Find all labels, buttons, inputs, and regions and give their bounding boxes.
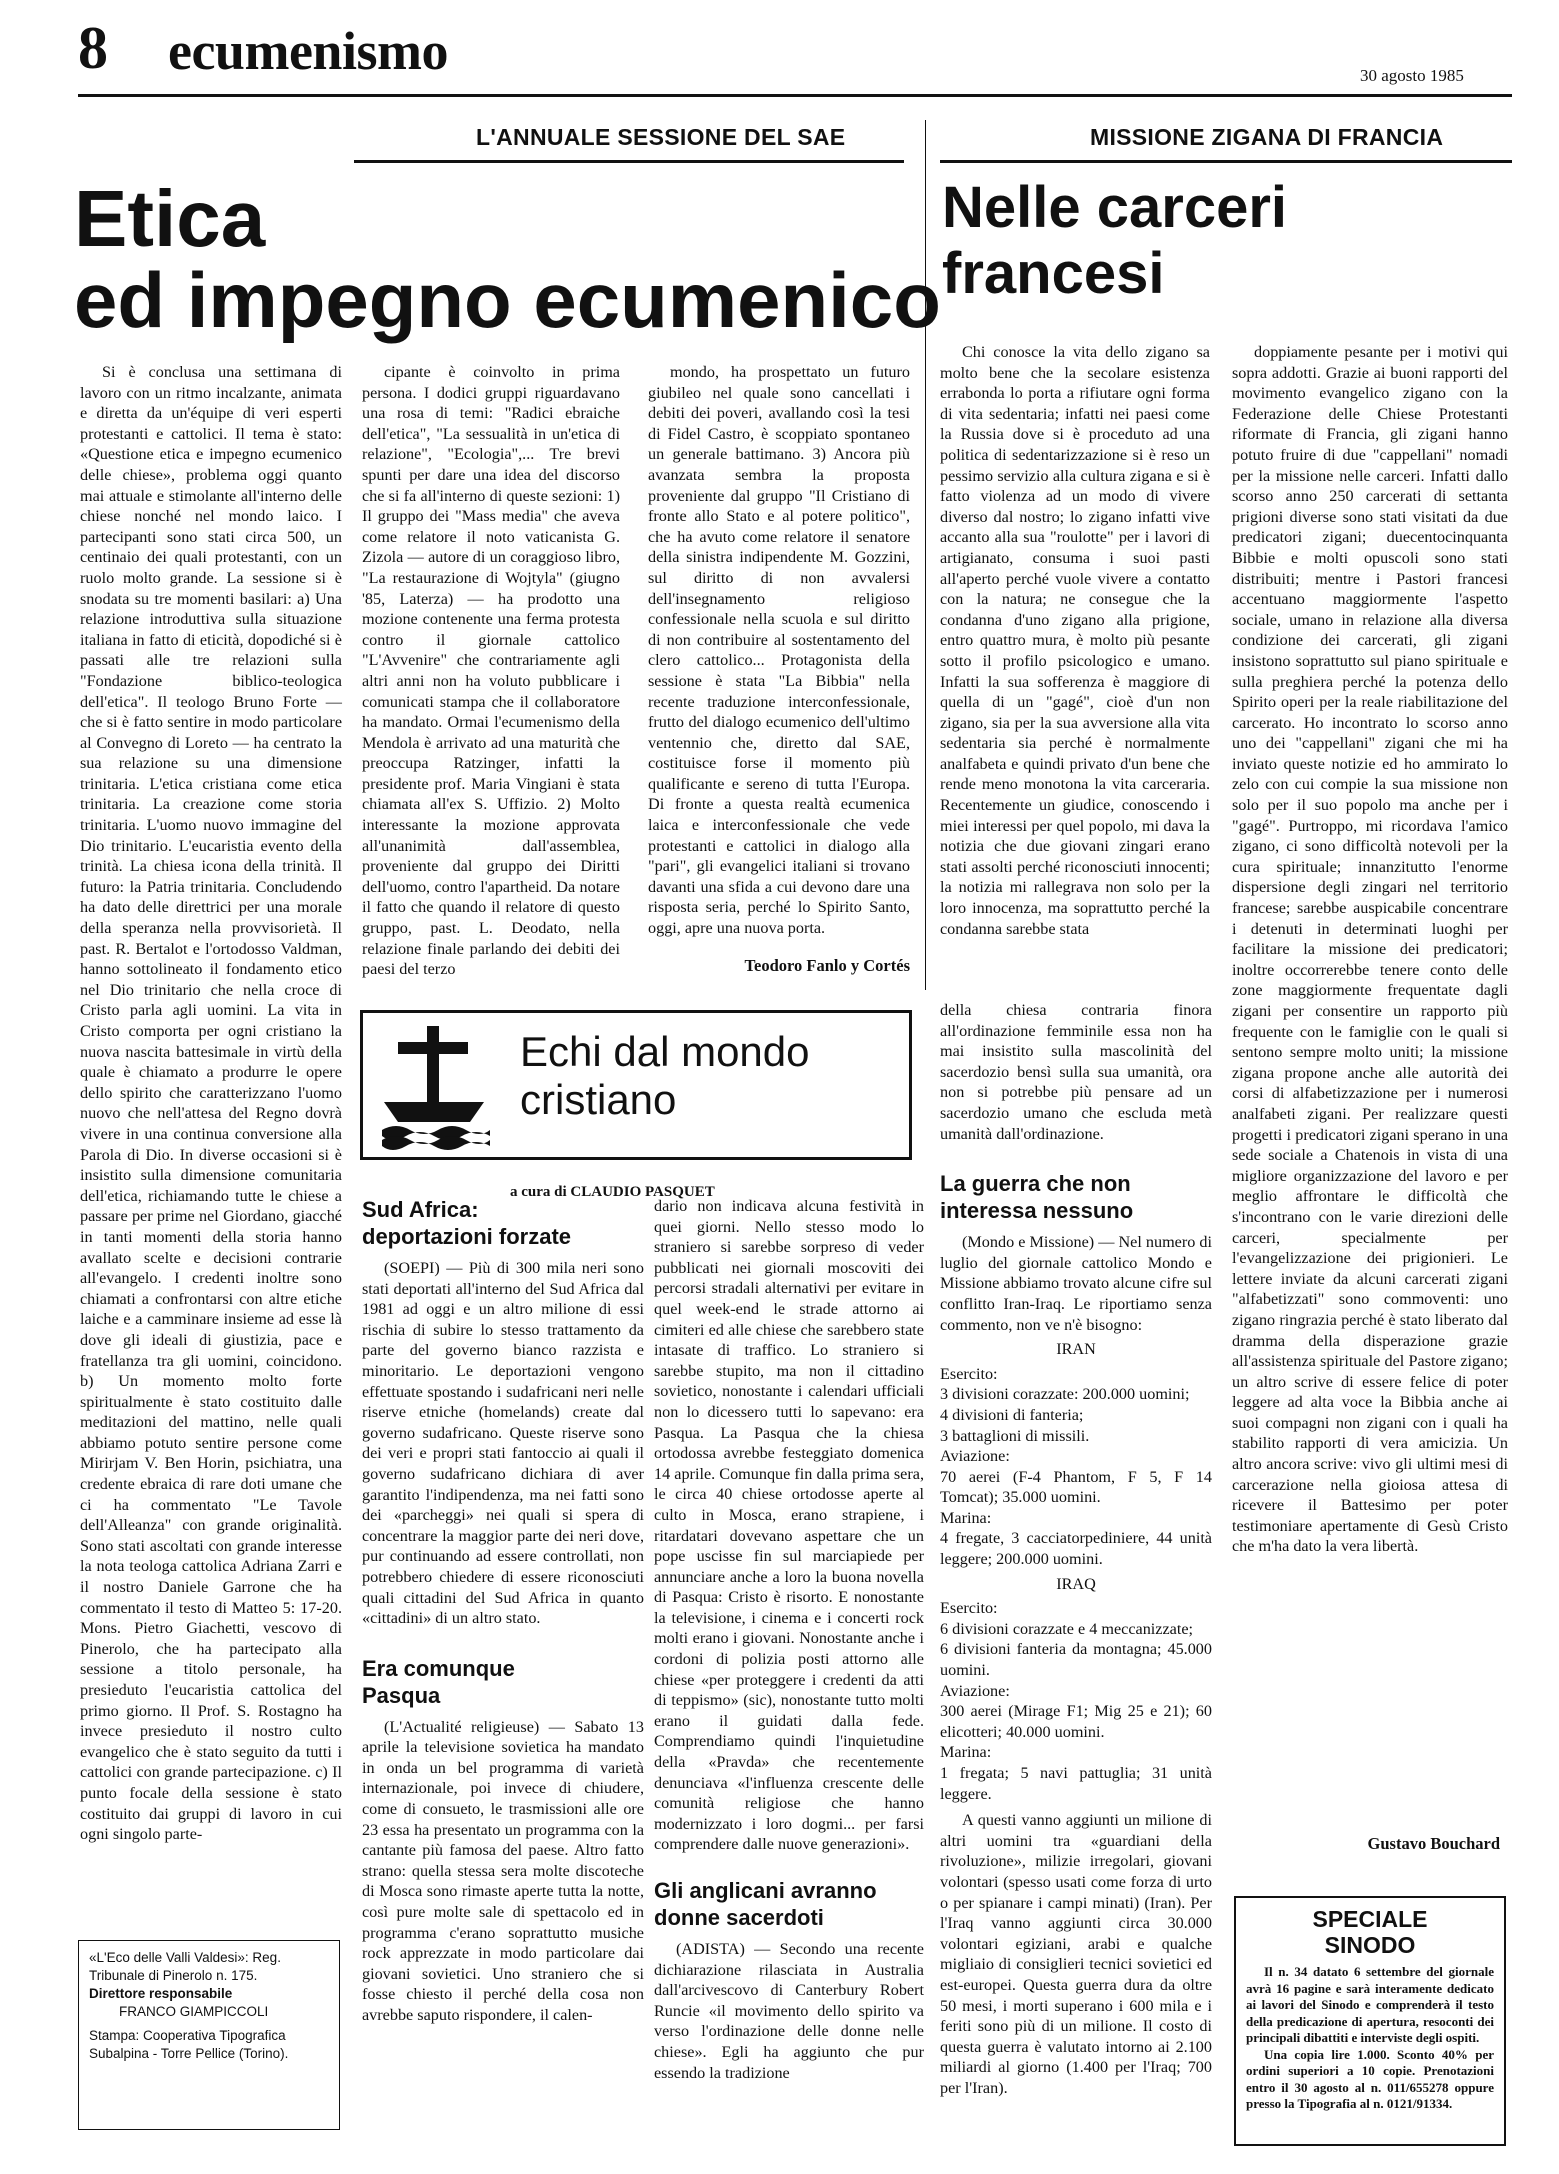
speciale-text-2: Una copia lire 1.000. Sconto 40% per ordini superiori a 10 copie. Prenotazioni entro il 30 agosto al n. 011/655278 oppure presso la Tipografia al n. 0121/91334. (1246, 2046, 1494, 2111)
stat-line: 3 battaglioni di missili. (940, 1426, 1090, 1445)
right-kicker: MISSIONE ZIGANA DI FRANCIA (1090, 124, 1444, 150)
echi-title-line1: Echi dal mondo (520, 1028, 810, 1075)
issue-date: 30 agosto 1985 (1360, 66, 1464, 85)
left-article-column-2 (362, 362, 620, 979)
echi-curator: a cura di CLAUDIO PASQUET (510, 1184, 715, 1200)
colophon-registration: «L'Eco delle Valli Valdesi»: Reg. Tribunale di Pinerolo n. 175. (89, 1950, 281, 1983)
echi-column-3 (940, 1000, 1212, 2146)
stat-line: Aviazione: (940, 1681, 1010, 1700)
sud-africa-title (362, 1196, 644, 1250)
echi-column-1 (362, 1196, 644, 2146)
stat-line: 4 divisioni di fanteria; (940, 1405, 1084, 1424)
colophon-director-name: FRANCO GIAMPICCOLI (119, 2004, 269, 2019)
stat-line: 6 divisioni fanteria da montagna; 45.000 uomini. (940, 1640, 1212, 1680)
sud-africa-title-line1: Sud Africa: (362, 1197, 479, 1222)
colophon-director-label: Direttore responsabile (89, 1986, 233, 2001)
kicker-rule-left (354, 160, 904, 163)
pasqua-title-line2: Pasqua (362, 1682, 441, 1708)
anglicani-text: (ADISTA) — Secondo una recente dichiarazione rilasciata in Australia dall'arcivescovo di Canterbury Robert Runcie «il movimento dello spirito va verso l'ordinazione delle donne nelle chiese». Egli ha aggiunto che pur essendo la tradizione (654, 1940, 924, 2082)
stat-line: 70 aerei (F-4 Phantom, F 5, F 14 Tomcat); 35.000 uomini. (940, 1467, 1212, 1507)
left-kicker: L'ANNUALE SESSIONE DEL SAE (476, 124, 846, 150)
article-text: doppiamente pesante per i motivi qui sopra addotti. Grazie ai buoni rapporti del movimento evangelico zigano con la Federazione delle Chiese Protestanti riformate di Francia, gli zigani hanno potuto fruire di due "cappellani" nomadi per la missione nelle carceri. Infatti dallo scorso anno 250 carcerati di settanta prigioni diverse sono stati visitati da due predicatori zigani; duecentocinquanta Bibbie e molti opuscoli sono stati distribuiti; mentre i Pastori francesi accentuano maggiormente l'aspetto sociale, umano in relazione alla diversa condizione dei carcerati, gli zigani insistono soprattutto sul piano spirituale e sulla preghiera perché la potenza dello Spirito operi per la reale riabilitazione del carcerato. Ho incontrato lo scorso anno uno dei "cappellani" zigani che mi ha inviato queste notizie ed ho ammirato lo zelo con cui compie la sua missione non solo per il suo popolo ma anche per i "gagé". Purtroppo, mi ricordava l'amico zigano, ci sono difficoltà notevoli per la cura spirituale; innanzitutto l'enorme dispersione degli zingari nel territorio francese; sarebbe auspicabile concentrare i detenuti in determinati luoghi per facilitare la missione dei predicatori; inoltre occorrerebbe tenere conto delle zone maggiormente frequentate dagli zigani per consentire un rapporto più frequente con le famiglie con le quali si sentono sempre molto uniti; la missione zigana propone anche alle autorità dei corsi di alfabetizzazione per i numerosi analfabeti zigani. Per realizzare questi progetti i predicatori zigani sperano in una sede sociale a Chatenois in vista di una migliore organizzazione del lavoro e per meglio affrontare le difficoltà che s'incontrano con le varie direzioni delle carceri, specialmente per l'evangelizzazione dei prigionieri. Le lettere inviate da alcuni carcerati zigani "alfabetizzati" sono commoventi: uno zigano ringrazia perché è stato liberato dal dramma della disperazione grazie all'assistenza spirituale del Pastore zigano; un altro scrive di essere felice di poter leggere ad alta voce la Bibbia anche ai suoi compagni non zigani con i quali ha stabilito rapporti di vera amicizia. Un altro ancora scrive: vivo gli ultimi mesi di carcerazione nella gioiosa attesa di ricevere il Battesimo per poter testimoniare apertamente di Gesù Cristo che m'ha dato la vera libertà. (1232, 343, 1508, 1556)
right-headline-line2: francesi (942, 241, 1165, 306)
pasqua-text: (L'Actualité religieuse) — Sabato 13 aprile la televisione sovietica ha mandato in onda un bel programma di varietà internazionale, poi invece di chiudere, come di consueto, le trasmissioni alle ore 23 essa ha presentato un programma con la cantante più famosa del paese. Altro fatto strano: quella stessa sera molte discoteche di Mosca sono rimaste aperte tutta la notte, così pure molte sale di spettacolo ed in programma c'erano soprattutto musiche rock apprezzate in modo particolare dai giovani sovietici. Uno straniero che si fosse chiesto il perché della cosa non avrebbe saputo rispondere, il calen- (362, 1717, 644, 2024)
article-text: Chi conosce la vita dello zigano sa molto bene che la secolare esistenza errabonda lo porta a rifiutare ogni forma di vita sedentaria; infatti nei paesi come la Russia dove si è proceduto ad una politica di sedentarizzazione si è reso un pessimo servizio alla cultura zigana e si è fatto violenza ad un modo di vivere diverso dal nostro; lo zigano infatti vive accanto alla sua "roulotte" per i lavori di artigianato, consuma i suoi pasti all'aperto perché vuole vivere a contatto con la natura; ne consegue che la condanna d'uno zigano alla prigione, entro quattro mura, è molto più pesante sotto il profilo psicologico e umano. Infatti la sua sofferenza è maggiore di quella di un "gagé", cioè d'un non zigano, sia per la sua avversione alla vita sedentaria sia perché è normalmente analfabeta e quindi privato d'un bene che rende meno monotona la vita carceraria. Recentemente un giudice, conoscendo i miei interessi per quel popolo, mi dava la notizia che due giovani zingari erano stati assolti perché riconosciuti innocenti; la notizia mi rallegrava non solo per la loro innocenza, ma soprattutto perché la condanna sarebbe stata (940, 343, 1210, 938)
page-number: 8 (78, 15, 108, 81)
sud-africa-title-line2: deportazioni forzate (362, 1224, 572, 1249)
guerra-text: A questi vanno aggiunti un milione di altri uomini tra «guardiani della rivoluzione», milizie irregolari, giovani volontari (spesso usati come forza di urto o per spianare i campi minati) (Iran). Per l'Iraq vanno aggiunti circa 30.000 volontari egiziani, arabi e qualche migliaio di consiglieri tecnici sovietici ed est-europei. Questa guerra dura da oltre 50 mesi, i morti superano i 600 mila e i feriti sono più di un milione. Il costo di questa guerra è valutato intorno ai 2.100 miliardi al giorno (1.400 per l'Iraq; 700 per l'Iran). (940, 1811, 1212, 2097)
guerra-title (940, 1170, 1212, 1224)
stat-line: 1 fregata; 5 navi pattuglia; 31 unità leggere. (940, 1764, 1212, 1803)
stat-line: 3 divisioni corazzate: 200.000 uomini; (940, 1385, 1190, 1404)
left-headline-line2: ed impegno ecumenico (74, 256, 941, 344)
kicker-rule-right (940, 160, 1512, 163)
guerra-title-line2: interessa nessuno (940, 1198, 1134, 1224)
anglicani-title-line1: Gli anglicani avranno (654, 1878, 877, 1903)
pasqua-title (362, 1655, 644, 1709)
article-text: mondo, ha prospettato un futuro giubileo nel quale sono cancellati i debiti dei poveri, avallando così la tesi di Fidel Castro, è scoppiato spontaneo un generale battimano. 3) Ancora più avanzata sembra la proposta proveniente dal gruppo "Il Cristiano di fronte allo Stato e al potere politico", che ha avuto come relatore il senatore della sinistra indipendente M. Gozzini, sul diritto di non avvalersi dell'insegnamento religioso confessionale nella scuola e sul diritto di non contribuire al sostentamento del clero cattolico... Protagonista della sessione è stata "La Bibbia" nella recente traduzione interconfessionale, frutto del dialogo ecumenico dell'ultimo ventennio che, diretto dal SAE, costituisce forse il momento più qualificante e sereno di tutta l'Europa. Di fronte a questa realtà ecumenica laica e interconfessionale che vede protestanti e cattolici in dialogo alla "pari", gli evangelici italiani si trovano davanti una sfida a cui devono dare una risposta seria, perché lo Spirito Santo, oggi, apre una nuova porta. (648, 363, 910, 938)
left-article-column-1 (80, 362, 342, 1927)
stat-line: 300 aerei (Mirage F1; Mig 25 e 21); 60 elicotteri; 40.000 uomini. (940, 1702, 1212, 1741)
speciale-title-line2: SINODO (1324, 1932, 1416, 1958)
guerra-title-line1: La guerra che non (940, 1171, 1131, 1197)
speciale-title-line1: SPECIALE (1312, 1906, 1428, 1932)
iran-label: IRAN (1056, 1340, 1096, 1359)
right-headline-line1: Nelle carceri (942, 175, 1288, 240)
left-article-author: Teodoro Fanlo y Cortés (744, 956, 910, 975)
pasqua-text-continued: dario non indicava alcuna festività in quei giorni. Nello stesso modo lo straniero si sarebbe sorpreso di veder pubblicati nei giornali moscoviti dei percorsi stradali alternativi per evitare in quel week-end le strade attorno ai cimiteri ed alle chiese che sarebbero state intasate di traffico. Lo straniero si sarebbe stupito, ma non il cittadino sovietico, nonostante i calendari ufficiali non lo dicessero tutti lo sapevano: era Pasqua. La Pasqua che la chiesa ortodossa avrebbe festeggiato domenica 14 aprile. Comunque fin dalla prima sera, le circa 40 chiese ortodosse aperte al culto in Mosca, erano strapiene, i ritardatari dovevano aspettare che un pope uscisse fin sul marciapiede per annunciare anche a loro la buona novella di Pasqua: Cristo è risorto. E nonostante la televisione, i cinema e i concerti rock molti erano i giovani. Nonostante anche i cordoni di polizia posti attorno alle chiese «per proteggere i credenti da atti di teppismo» (sic), nonostante tutto molti erano il guidati dalla fede. Comprendiamo quindi l'inquietudine della «Pravda» che recentemente denunciava «l'influenza crescente delle comunità religiose che hanno modernizzato i loro dogmi... per farsi comprendere dalle nuove generazioni». (654, 1197, 924, 1854)
right-article-column-2 (1232, 342, 1508, 1830)
stat-line: Marina: (940, 1743, 992, 1762)
sud-africa-text: (SOEPI) — Più di 300 mila neri sono stati deportati all'interno del Sud Africa dal 1981 ad oggi e un altro milione di essi rischia di subire lo stesso trattamento da parte del governo bianco razzista e minoritario. Le deportazioni vengono effettuate spostando i sudafricani neri nelle riserve etniche (homelands) create dal governo sudafricano. Queste riserve sono dei veri e propri stati fantoccio ai quali il governo sudafricano dichiara di aver garantito l'indipendenza, ma nei fatti sono dei «parcheggi» nei quali si spera di concentrare la maggior parte dei neri dove, pur continuando ad essere controllati, non potrebbero chiedere di essere riconosciuti quali cittadini del Sud Africa in quanto «cittadini» di un altro stato. (362, 1259, 644, 1628)
anglicani-title-line2: donne sacerdoti (654, 1905, 824, 1930)
iraq-stats (940, 1598, 1212, 1804)
anglicani-title (654, 1877, 924, 1931)
stat-line: Esercito: (940, 1599, 998, 1618)
echi-column-2 (654, 1196, 924, 2146)
cross-boat-icon (378, 1022, 490, 1148)
column-divider-top (925, 120, 926, 990)
stat-line: Esercito: (940, 1364, 998, 1383)
speciale-sinodo-box (1234, 1896, 1506, 2146)
masthead-rule (78, 94, 1512, 97)
article-text: Si è conclusa una settimana di lavoro con un ritmo incalzante, animata e diretta da un'équipe di veri esperti protestanti e cattolici. Il tema è stato: «Questione etica e impegno ecumenico delle chiese», problema oggi quanto mai attuale e stimolante all'interno delle chiese nonché nel mondo laico. I partecipanti sono stati circa 500, un centinaio dei quali protestanti, con un ruolo molto grande. La sessione si è snodata su tre momenti basilari: a) Una relazione introduttiva sulla situazione italiana in fatto di eticità, dopodiché si è passati alle tre relazioni sulla "Fondazione biblico-teologica dell'etica". Il teologo Bruno Forte — che si è fatto sentire in modo particolare al Convegno di Loreto — ha centrato la sua relazione su una dimensione trinitaria. L'etica cristiana come etica trinitaria. La creazione come storia trinitaria. L'uomo nuovo immagine del Dio trinitario. L'eucaristia evento della trinità. La chiesa icona della trinità. Il futuro: la Patria trinitaria. Concludendo ha dato delle direttrici per una morale della speranza nella provvisorietà. Il past. R. Bertalot e l'ortodosso Valdman, hanno sottolineato il fondamento etico nel Dio trinitario che nella croce di Cristo parla agli uomini. La vita in Cristo comporta per ogni cristiano la nuova nascita battesimale in virtù della quale è chiamato a produrre le opere dello spirito che caratterizzano l'uomo nuovo che nell'attesa del Regno dovrà vivere in una continua conversione alla Parola di Dio. In diverse occasioni si è insistito sulla dimensione comunitaria dell'etica, richiamando tutte le chiese a passare per prime nel Giordano, giacché in tanti momenti della storia hanno avallato scelte e decisioni contrarie all'evangelo. I credenti inoltre sono chiamati a confrontarsi con altre etiche laiche e a camminare insieme ad esse là dove gli ideali di giustizia, pace e fratellanza tra gli uomini, coincidono. b) Un momento molto forte spiritualmente è stato costituito dalle meditazioni del mattino, nelle quali abbiamo potuto sentire persone come Mirirjam V. Ben Horin, psichiatra, una credente ebraica di rare doti umane che ci ha commentato "Le Tavole dell'Alleanza" con grande originalità. Sono stati ascoltati con grande interesse la nota teologa cattolica Adriana Zarri e il nostro Daniele Garrone che ha commentato il testo di Matteo 5: 17-20. Mons. Pietro Giachetti, vescovo di Pinerolo, che ha partecipato alla sessione a titolo personale, ha presieduto l'eucaristia cattolica del primo giorno. Il Prof. S. Rostagno ha invece presieduto il nostro culto evangelico che è stato seguito da tutti i cattolici con grande partecipazione. c) Il punto focale della sessione è stato costituito dai gruppi di lavoro in cui ogni singolo parte- (80, 363, 342, 1844)
left-article-column-3 (648, 362, 910, 954)
guerra-intro: (Mondo e Missione) — Nel numero di luglio del giornale cattolico Mondo e Missione abbiamo trovato alcune cifre sul conflitto Iran-Iraq. Le riportiamo senza commento, non ve n'è bisogno: (940, 1233, 1212, 1334)
stat-line: Aviazione: (940, 1447, 1010, 1466)
iran-stats (940, 1364, 1212, 1570)
stat-line: 4 fregate, 3 cacciatorpediniere, 44 unità leggere; 200.000 uomini. (940, 1529, 1212, 1569)
speciale-text-1: Il n. 34 datato 6 settembre del giornale avrà 16 pagine e sarà interamente dedicato ai lavori del Sinodo e comprenderà il testo della predicazione di apertura, resoconti dei principali dibattiti e interviste degli ospiti. (1246, 1964, 1494, 2045)
iraq-label: IRAQ (1056, 1574, 1096, 1593)
section-title: ecumenismo (168, 21, 448, 81)
article-text: cipante è coinvolto in prima persona. I dodici gruppi riguardavano una rosa di temi: "Radici ebraiche dell'etica", "La sessualità in un'etica di relazione", "Ecologia",... Tre brevi spunti per dare una idea del discorso che si fa all'interno di queste sezioni: 1) Il gruppo dei "Mass media" che aveva come relatore il noto vaticanista G. Zizola — autore di un coraggioso libro, "La restaurazione di Wojtyla" (giugno '85, Laterza) — ha prodotto una mozione contenente una ferma protesta contro il giornale cattolico "L'Avvenire" che contrariamente agli altri anni non ha voluto pubblicare i comunicati stampa che il collaboratore ha mandato. Ormai l'ecumenismo della Mendola è arrivato ad una maturità che preoccupa Ratzinger, infatti la presidente prof. Maria Vingiani è stata chiamata all'ex S. Uffizio. 2) Molto interessante la mozione approvata all'unanimità dall'assemblea, proveniente dal gruppo dei Diritti dell'uomo, contro l'apartheid. Da notare il fatto che quando il relatore di questo gruppo, past. L. Deodato, nella relazione finale parlando dei debiti dei paesi del terzo (362, 363, 620, 979)
stat-line: Marina: (940, 1508, 992, 1527)
colophon-box (78, 1940, 340, 2130)
colophon-print: Stampa: Cooperativa Tipografica Subalpina - Torre Pellice (Torino). (89, 2028, 289, 2061)
echi-title-line2: cristiano (520, 1076, 677, 1123)
right-article-author: Gustavo Bouchard (1367, 1834, 1500, 1853)
pasqua-title-line1: Era comunque (362, 1655, 515, 1681)
left-headline-line1: Etica (74, 174, 266, 263)
anglicani-text-continued: della chiesa contraria finora all'ordinazione femminile essa non ha mai insistito sulla mascolinità del sacerdozio bensì sulla sua umanità, ora non si potrebbe più pensare ad un sacerdozio umano che escluda metà umanità dall'ordinazione. (940, 1001, 1212, 1143)
right-article-column-1 (940, 342, 1210, 968)
stat-line: 6 divisioni corazzate e 4 meccanizzate; (940, 1619, 1194, 1638)
